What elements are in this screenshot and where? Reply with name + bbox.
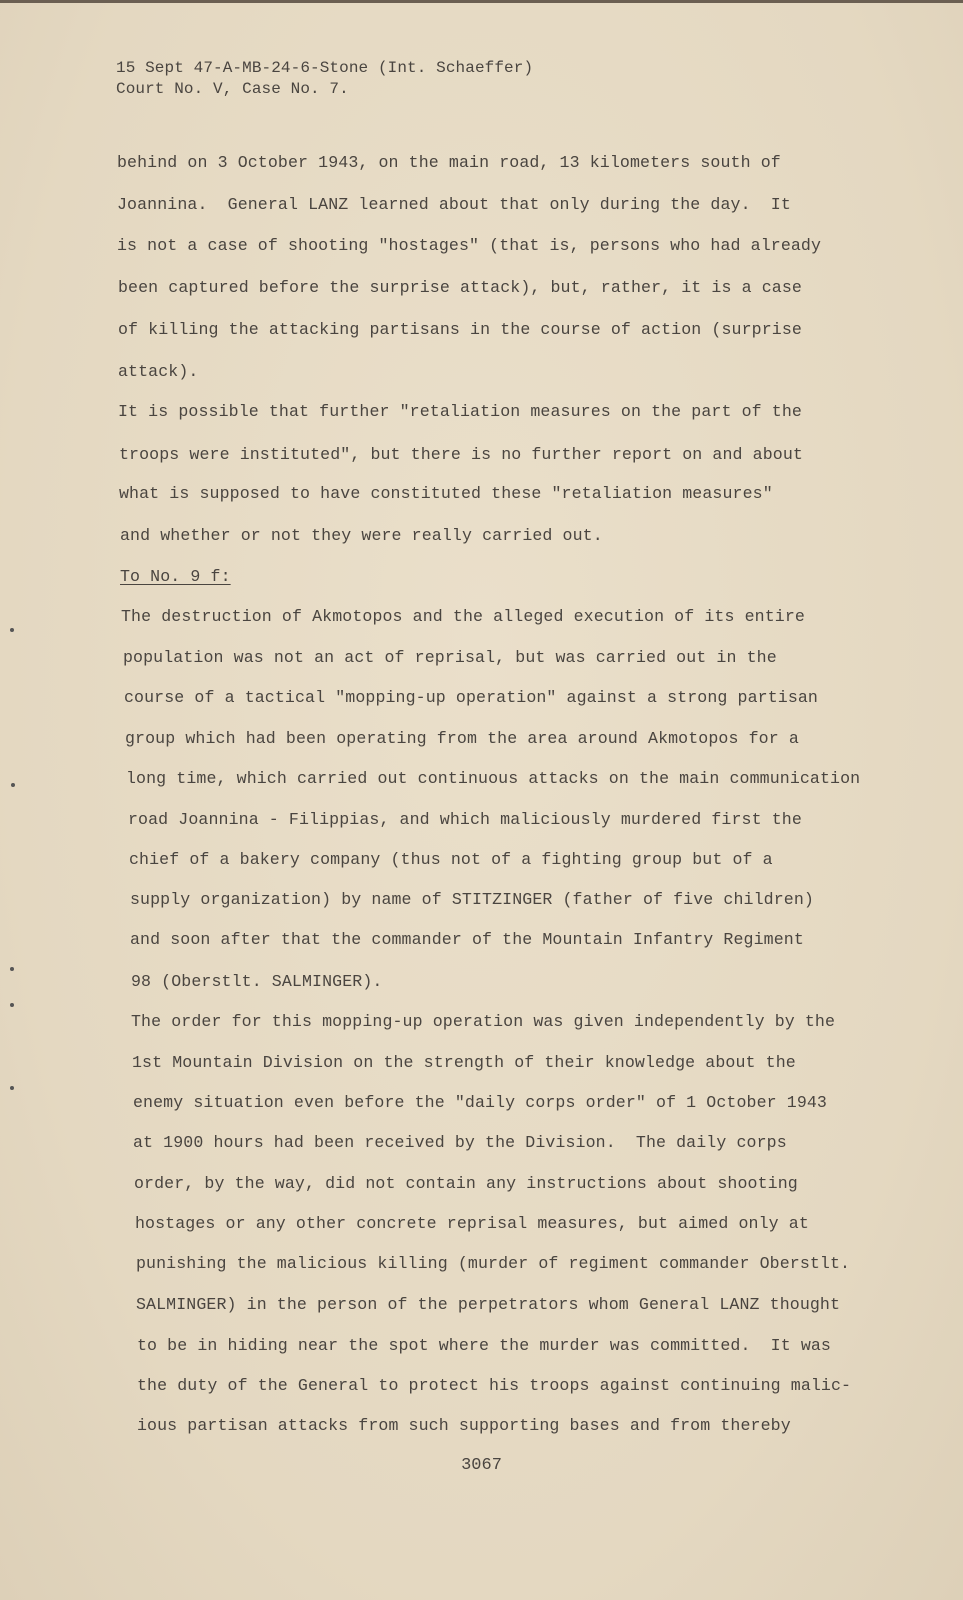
- section-heading: To No. 9 f:: [120, 567, 231, 586]
- body-line: punishing the malicious killing (murder of regiment commander Oberstlt.: [136, 1254, 851, 1273]
- body-line: the duty of the General to protect his troops against continuing malic-: [137, 1376, 852, 1395]
- body-line: It is possible that further "retaliation measures on the part of the: [118, 402, 802, 421]
- body-line: enemy situation even before the "daily corps order" of 1 October 1943: [133, 1093, 827, 1112]
- body-line: to be in hiding near the spot where the murder was committed. It was: [137, 1336, 831, 1355]
- body-line: of killing the attacking partisans in the course of action (surprise: [118, 320, 802, 339]
- body-line: The order for this mopping-up operation was given independently by the: [131, 1012, 836, 1031]
- body-line: 1st Mountain Division on the strength of their knowledge about the: [132, 1053, 796, 1072]
- header-line-2: Court No. V, Case No. 7.: [116, 80, 349, 98]
- body-line: SALMINGER) in the person of the perpetrators whom General LANZ thought: [136, 1295, 841, 1314]
- page-number: 3067: [461, 1456, 502, 1475]
- scan-edge: [0, 0, 963, 3]
- header-line-1: 15 Sept 47-A-MB-24-6-Stone (Int. Schaeffer): [116, 59, 534, 77]
- body-line: and whether or not they were really carried out.: [120, 526, 603, 545]
- body-line: what is supposed to have constituted these "retaliation measures": [119, 484, 773, 503]
- body-line: The destruction of Akmotopos and the alleged execution of its entire: [121, 607, 805, 626]
- body-line: supply organization) by name of STITZINGER (father of five children): [130, 890, 814, 909]
- margin-mark: [11, 783, 15, 787]
- body-line: group which had been operating from the area around Akmotopos for a: [125, 729, 799, 748]
- body-line: course of a tactical "mopping-up operation" against a strong partisan: [124, 688, 818, 707]
- body-line: ious partisan attacks from such supporting bases and from thereby: [137, 1416, 791, 1435]
- margin-mark: [10, 628, 14, 632]
- margin-mark: [10, 967, 14, 971]
- body-line: order, by the way, did not contain any instructions about shooting: [134, 1174, 798, 1193]
- body-line: at 1900 hours had been received by the Division. The daily corps: [133, 1133, 787, 1152]
- body-line: 98 (Oberstlt. SALMINGER).: [131, 972, 383, 991]
- body-line: troops were instituted", but there is no further report on and about: [119, 445, 803, 464]
- margin-mark: [10, 1086, 14, 1090]
- body-line: been captured before the surprise attack), but, rather, it is a case: [118, 278, 802, 297]
- body-line: hostages or any other concrete reprisal measures, but aimed only at: [135, 1214, 809, 1233]
- body-line: population was not an act of reprisal, but was carried out in the: [123, 648, 777, 667]
- body-line: road Joannina - Filippias, and which maliciously murdered first the: [128, 810, 802, 829]
- body-line: chief of a bakery company (thus not of a fighting group but of a: [129, 850, 773, 869]
- body-line: attack).: [118, 362, 199, 381]
- body-line: long time, which carried out continuous attacks on the main communication: [126, 769, 861, 788]
- body-line: and soon after that the commander of the Mountain Infantry Regiment: [130, 930, 804, 949]
- margin-mark: [10, 1003, 14, 1007]
- body-line: is not a case of shooting "hostages" (that is, persons who had already: [117, 236, 822, 255]
- body-line: Joannina. General LANZ learned about that only during the day. It: [117, 195, 791, 214]
- body-line: behind on 3 October 1943, on the main road, 13 kilometers south of: [117, 153, 781, 172]
